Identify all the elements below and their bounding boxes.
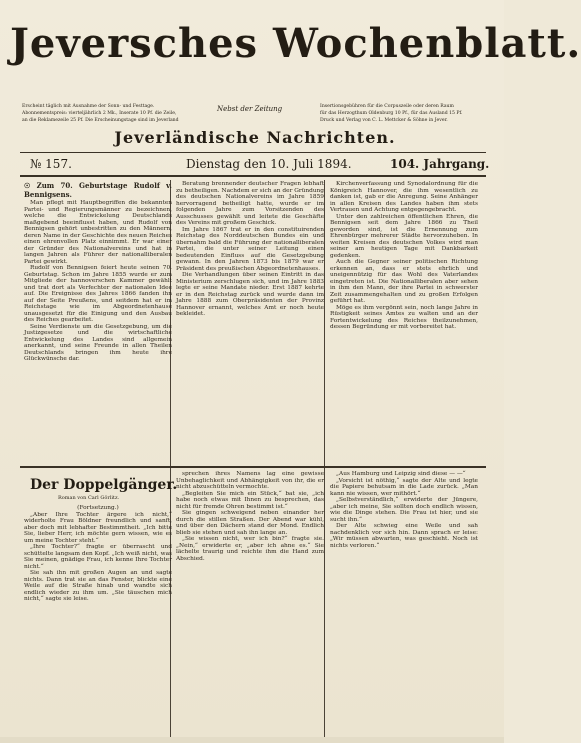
article-paragraph: Möge es ihm vergönnt sein, noch lange Jahre in Rüstigkeit seines Amtes zu walten und an der Fortentwickelung des Reiches theilzunehmen, dessen Begründung er mit vorbereitet hat. (330, 304, 478, 330)
feuilleton-paragraph: „Aber Ihre Tochter ärgere ich nicht,“ widerholte Frau Böldner freundlich und sanft, aber doch mit lebhafter Bestimmtheit. „Ich bitte Sie, lieber Herr, ich möchte gern wissen, wie es um meine Tochter steht.“ (24, 511, 172, 544)
article-paragraph: Beratung brennender deutscher Fragen lebhaft zu betheiligen. Nachdem er sich an der Gründung des deutschen Nationalvereins im Jahre 1859 hervorragend betheiligt hatte, wurde er im folgenden Jahre zum Vorsitzenden des Ausschusses gewählt und leitete die Geschäfte des Vereins mit großem Geschick. (176, 181, 324, 226)
article-paragraph: Auch die Gegner seiner politischen Richtung erkennen an, dass er stets ehrlich und uneigennützig für das Wohl des Vaterlandes eingetreten ist. Die Nationalliberalen aber sehen in ihm den Mann, der ihre Partei in schwerster Zeit zusammengehalten und zu großen Erfolgen geführt hat. (330, 259, 478, 304)
feuilleton-paragraph: „Sie wissen nicht, wer ich bin?“ fragte sie. „Nein,“ erwiderte er, „aber ich ahne es.“ Sie lächelte traurig und reichte ihm die Hand zum Abschied. (176, 536, 324, 562)
article-column-3 (330, 181, 478, 465)
article-paragraph: Seine Verdienste um die Gesetzgebung, um die Justizgesetze und die wirtschaftliche Entwickelung des Landes sind allgemein anerkannt, und seine Freunde in allen Theilen Deutschlands bringen ihm heute ihre Glückwünsche dar. (24, 323, 172, 362)
feuilleton-paragraph: (Fortsetzung.) (77, 505, 119, 511)
publication-info-right (320, 103, 463, 124)
feuilleton-column-2 (176, 471, 324, 737)
article-paragraph: Kirchenverfassung und Synodalordnung für die Königreich Hannover, die ihm wesentlich zu danken ist, gab er die Anregung. Seine Anhänger in allen Kreisen des Landes haben ihm stets Vertrauen und Achtung entgegengebracht. (330, 181, 478, 213)
feuilleton-paragraph: „Aus Hamburg und Leipzig sind diese — —“ (336, 471, 466, 477)
issue-year: 104. Jahrgang. (390, 157, 490, 171)
feuilleton-paragraph: „Begleiten Sie mich ein Stück,“ bat sie, „ich habe noch etwas mit Ihnen zu besprechen, das nicht für fremde Ohren bestimmt ist.“ (176, 490, 324, 510)
article-paragraph: Im Jahre 1867 trat er in den constituirenden Reichstag des Norddeutschen Bundes ein und übernahm bald die Führung der nationalliberalen Partei, die unter seiner Leitung einen bedeutenden Einfluss auf die Gesetzgebung gewann. In den Jahren 1873 bis 1879 war er Präsident des preußischen Abgeordnetenhauses. (176, 226, 324, 272)
issue-number: № 157. (30, 157, 72, 171)
article-column-1 (24, 181, 172, 465)
info-line: an die Reklamezeile 25 Pf. Die Erscheinungstage sind im Jeverland (22, 118, 179, 123)
header-rule-top (20, 152, 486, 153)
info-line: Insertionsgebühren für die Corpuszeile oder deren Raum (320, 104, 454, 109)
article-paragraph: Man pflegt mit Hauptbegriffen die bekannten Partei- und Regierungsmänner zu bezeichnen, welche die Entwickelung Deutschlands maßgebend beeinflusst haben, und Rudolf von Bennigsen gehört unbestritten zu den Männern, deren Name in der Geschichte des neuen Reiches einen ehrenvollen Platz einnimmt. Er war einer der Gründer des Nationalvereins und hat in langen Jahren als Führer der nationalliberalen Partei gewirkt. (24, 200, 172, 265)
feuilleton-paragraph: sprechen ihres Namens lag eine gewisse Unbehaglichkeit und Abhängigkeit von ihr, die er nicht abzuschütteln vermochte. (176, 471, 324, 490)
feuilleton-paragraph: Der Alte schwieg eine Weile und sah nachdenklich vor sich hin. Dann sprach er leise: „Wir müssen abwarten, was geschieht. Noch ist nichts verloren.“ (330, 523, 478, 549)
feuilleton-paragraph: Sie gingen schweigend neben einander her durch die stillen Straßen. Der Abend war kühl, und über den Dächern stand der Mond. Endlich blieb sie stehen und sah ihn lange an. (176, 510, 324, 536)
feuilleton-title: Der Doppelgänger. (30, 477, 178, 493)
masthead-title: Jeversches Wochenblatt. (10, 20, 581, 67)
article-column-2 (176, 181, 324, 465)
feuilleton-author: Roman von Carl Görlitz. (58, 495, 120, 501)
issue-date: Dienstag den 10. Juli 1894. (186, 157, 352, 171)
feuilleton-paragraph: „Ihre Tochter?“ fragte er überrascht und schüttelte langsam den Kopf. „Ich weiß nicht, was Sie meinen, gnädige Frau, ich kenne Ihre Tochter nicht.“ (24, 544, 172, 570)
feuilleton-column-1 (24, 505, 172, 737)
info-line: Druck und Verlag von C. L. Mettcker & Söhne in Jever. (320, 118, 448, 123)
supplement-note: Nebst der Zeitung (217, 105, 283, 113)
feuilleton-paragraph: „Vorsicht ist nöthig,“ sagte der Alte und legte die Papiere behutsam in die Lade zurück. „Man kann nie wissen, wer mithört.“ (330, 477, 478, 497)
info-line: für das Herzogthum Oldenburg 10 Pf., für das Ausland 15 Pf. (320, 111, 463, 116)
article-paragraph: Die Verhandlungen über seinen Eintritt in das Ministerium zerschlugen sich, und im Jahre 1883 legte er seine Mandate nieder. Erst 1887 kehrte er in den Reichstag zurück und wurde dann im Jahre 1888 zum Oberpräsidenten der Provinz Hannover ernannt, welches Amt er noch heute bekleidet. (176, 272, 324, 317)
article-paragraph: Unter den zahlreichen öffentlichen Ehren, die Bennigsen seit dem Jahre 1866 zu Theil geworden sind, ist die Ernennung zum Ehrenbürger mehrerer Städte hervorzuheben. In weiten Kreisen des deutschen Volkes wird man seiner am heutigen Tage mit Dankbarkeit gedenken. (330, 213, 478, 259)
article-paragraph: Rudolf von Bennigsen feiert heute seinen 70. Geburtstag. Schon im Jahre 1855 wurde er zum Mitgliede der hannoverschen Kammer gewählt und trat dort als Verfechter der nationalen Idee auf. Die Ereignisse des Jahres 1866 fanden ihn auf der Seite Preußens, und seitdem hat er im Reichstage wie im Abgeordnetenhause unausgesetzt für die Einigung und den Ausbau des Reiches gearbeitet. (24, 265, 172, 323)
page-bottom-edge (0, 737, 504, 743)
publication-info-left (22, 103, 179, 124)
feuilleton-rule (20, 466, 486, 468)
supplement-title: Jeverländische Nachrichten. (114, 128, 396, 147)
info-line: Abonnementspreis: vierteljährlich 2 Mk., Inserate 10 Pf. die Zeile, (22, 111, 177, 116)
feuilleton-column-3 (330, 471, 478, 737)
column-divider (324, 180, 325, 740)
info-line: Erscheint täglich mit Ausnahme der Sonn- und Festtage. (22, 104, 155, 109)
article-heading: ☉ Zum 70. Geburtstage Rudolf v. Bennigsens. (24, 181, 172, 199)
header-rule-bottom (20, 175, 486, 177)
feuilleton-paragraph: „Selbstverständlich,“ erwiderte der Jüngere, „aber ich meine, Sie sollten doch endlich wissen, wie die Dinge stehen. Die Frau ist hier, und sie sucht ihn.“ (330, 497, 478, 523)
feuilleton-paragraph: Sie sah ihn mit großen Augen an und sagte nichts. Dann trat sie an das Fenster, blickte eine Weile auf die Straße hinab und wandte sich endlich wieder zu ihm um. „Sie täuschen mich nicht,“ sagte sie leise. (24, 570, 172, 602)
